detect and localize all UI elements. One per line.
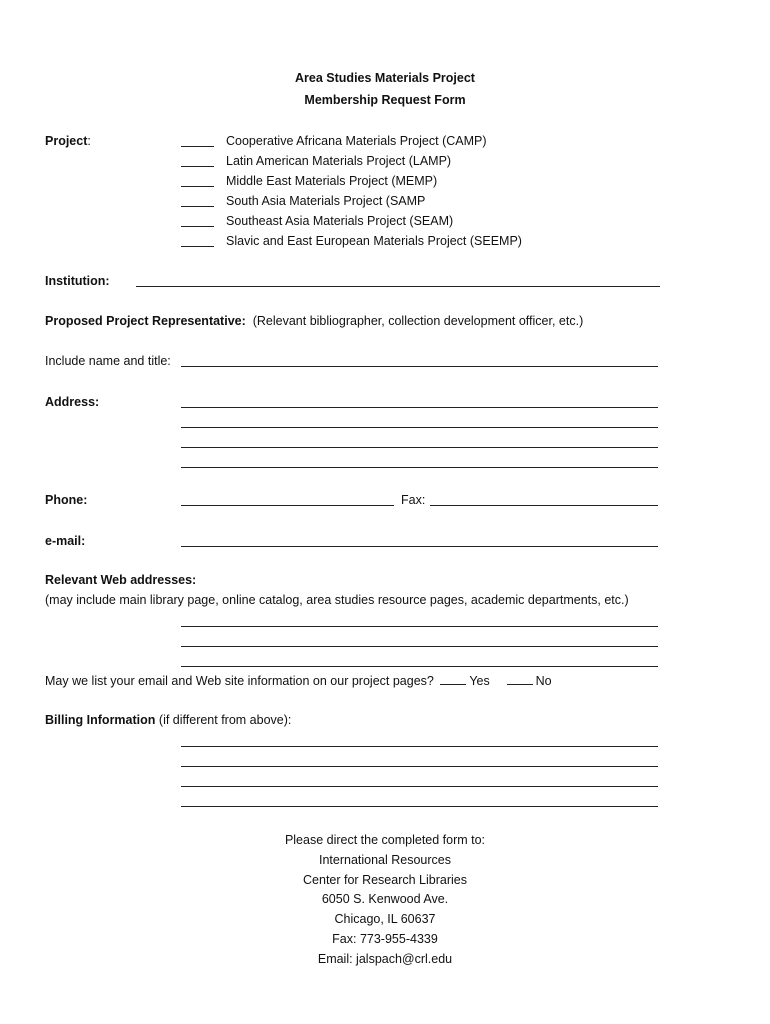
name-title-label: Include name and title: [45,354,171,368]
billing-note: (if different from above): [158,713,292,727]
address-line-1[interactable] [181,407,658,408]
yes-label: Yes [469,674,490,688]
project-option-memp: Middle East Materials Project (MEMP) [226,174,438,188]
project-option-blank[interactable] [181,246,214,247]
billing-label: Billing Information [45,713,156,727]
form-title: Area Studies Materials Project [295,71,475,85]
project-option-blank[interactable] [181,186,214,187]
form-subtitle: Membership Request Form [304,93,466,107]
project-option-samp: South Asia Materials Project (SAMP [226,194,426,208]
representative-note: (Relevant bibliographer, collection development officer, etc.) [252,314,584,328]
footer-street: 6050 S. Kenwood Ave. [321,892,449,906]
project-option-blank[interactable] [181,146,214,147]
project-option-blank[interactable] [181,226,214,227]
representative-label: Proposed Project Representative: [45,314,246,328]
fax-label: Fax: [401,493,426,507]
email-field[interactable] [181,546,658,547]
web-label: Relevant Web addresses: [45,573,197,587]
project-label: Project: [45,134,91,148]
fax-field[interactable] [430,505,658,506]
project-option-blank[interactable] [181,206,214,207]
billing-line-2[interactable] [181,766,658,767]
phone-label: Phone: [45,493,88,507]
billing-line-1[interactable] [181,746,658,747]
project-option-blank[interactable] [181,166,214,167]
no-blank[interactable] [507,673,533,685]
name-title-field[interactable] [181,366,658,367]
web-line-3[interactable] [181,666,658,667]
listing-question-row [45,673,552,689]
project-option-camp: Cooperative Africana Materials Project (CAMP) [226,134,487,148]
billing-line-3[interactable] [181,786,658,787]
yes-blank[interactable] [440,673,466,685]
institution-field[interactable] [136,286,660,287]
phone-field[interactable] [181,505,394,506]
billing-row [45,712,291,728]
address-line-4[interactable] [181,467,658,468]
address-label: Address: [45,395,100,409]
footer-org-name: Center for Research Libraries [303,873,467,887]
footer-email: Email: jalspach@crl.edu [317,952,453,966]
billing-line-4[interactable] [181,806,658,807]
project-option-seemp: Slavic and East European Materials Project (SEEMP) [226,234,522,248]
web-line-1[interactable] [181,626,658,627]
project-option-lamp: Latin American Materials Project (LAMP) [226,154,452,168]
institution-label: Institution: [45,274,110,288]
address-line-2[interactable] [181,427,658,428]
listing-question: May we list your email and Web site information on our project pages? [45,674,434,688]
footer-city: Chicago, IL 60637 [334,912,436,926]
footer-fax: Fax: 773-955-4339 [332,932,438,946]
address-line-3[interactable] [181,447,658,448]
representative-row [45,313,583,329]
footer-instruction: Please direct the completed form to: [284,833,486,847]
web-note: (may include main library page, online catalog, area studies resource pages, academic departments, etc.) [45,593,629,607]
project-option-seam: Southeast Asia Materials Project (SEAM) [226,214,454,228]
no-label: No [535,674,552,688]
email-label: e-mail: [45,534,86,548]
web-line-2[interactable] [181,646,658,647]
footer-org-unit: International Resources [318,853,452,867]
